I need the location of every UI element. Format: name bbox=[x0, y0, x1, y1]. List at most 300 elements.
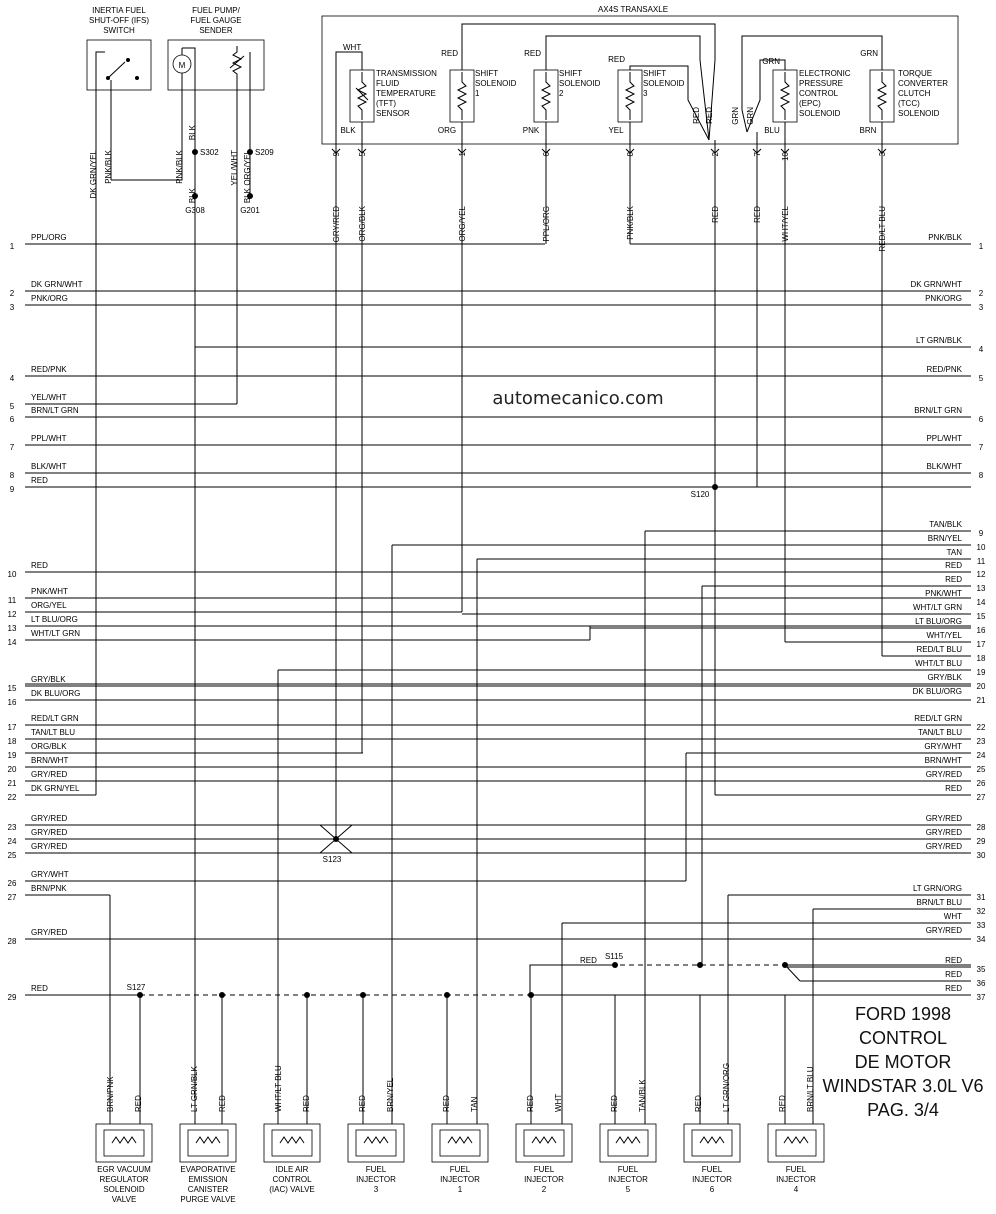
right-pin-number: 29 bbox=[976, 837, 986, 846]
pump-wire-color: BLK bbox=[188, 125, 197, 141]
left-pin-number: 14 bbox=[7, 638, 17, 647]
ss1-title: SOLENOID bbox=[475, 79, 517, 88]
right-wire-color: RED bbox=[945, 970, 962, 979]
transaxle-wire-color: ORG/YEL bbox=[458, 206, 467, 242]
ss2-title: 2 bbox=[559, 89, 564, 98]
component-name: INJECTOR bbox=[608, 1175, 648, 1184]
left-wire-color: WHT/LT GRN bbox=[31, 629, 81, 638]
transaxle-wire-color: RED/LT BLU bbox=[878, 206, 887, 252]
component-name: PURGE VALVE bbox=[180, 1195, 236, 1204]
right-pin-number: 23 bbox=[976, 737, 986, 746]
component-name: 5 bbox=[625, 1185, 631, 1194]
component-coil bbox=[364, 1137, 388, 1143]
component-name: CANISTER bbox=[187, 1185, 229, 1194]
right-wire-color: RED bbox=[945, 984, 962, 993]
component-connector bbox=[440, 1130, 480, 1156]
left-wire-color: RED bbox=[31, 984, 48, 993]
diagram-static-lines bbox=[25, 16, 971, 1162]
ifs-wire-color: PNK/BLK bbox=[104, 150, 113, 184]
right-pin-number: 8 bbox=[978, 471, 984, 480]
right-pin-number: 37 bbox=[976, 993, 986, 1002]
sender-wiper bbox=[230, 56, 244, 68]
ss1-title: 1 bbox=[475, 89, 480, 98]
splice-label: S302 bbox=[200, 148, 219, 157]
component-name: 3 bbox=[373, 1185, 379, 1194]
component-wire-right: RED bbox=[218, 1095, 227, 1112]
right-pin-number: 32 bbox=[976, 907, 986, 916]
right-pin-number: 14 bbox=[976, 598, 986, 607]
right-wire-color: TAN/BLK bbox=[929, 520, 962, 529]
component-name: INJECTOR bbox=[692, 1175, 732, 1184]
title-line: WINDSTAR 3.0L V6 bbox=[822, 1076, 984, 1096]
left-wire-color: YEL/WHT bbox=[31, 393, 67, 402]
component-name: FUEL bbox=[617, 1165, 639, 1174]
transaxle-pin-number: 5 bbox=[358, 152, 367, 157]
pump-ground-color: BLK bbox=[243, 188, 252, 204]
transaxle-wire-color: RED bbox=[753, 206, 762, 223]
left-pin-number: 25 bbox=[7, 851, 17, 860]
right-wire-color: BRN/YEL bbox=[927, 534, 962, 543]
right-wire-color: RED bbox=[945, 575, 962, 584]
shift-solenoid-2-coil bbox=[542, 72, 550, 120]
component-name: CONTROL bbox=[272, 1175, 312, 1184]
component-name: INJECTOR bbox=[524, 1175, 564, 1184]
left-pin-number: 17 bbox=[7, 723, 17, 732]
splice-label: S209 bbox=[255, 148, 274, 157]
component-output-color: BLU bbox=[764, 126, 780, 135]
transaxle-outline bbox=[322, 16, 958, 144]
left-pin-number: 3 bbox=[9, 303, 15, 312]
component-input-color: GRN bbox=[731, 107, 740, 125]
epc-title: PRESSURE bbox=[799, 79, 844, 88]
component-name: 4 bbox=[793, 1185, 799, 1194]
left-pin-number: 18 bbox=[7, 737, 17, 746]
epc-title: SOLENOID bbox=[799, 109, 841, 118]
component-wire-right: TAN bbox=[470, 1096, 479, 1112]
left-wire-color: BRN/LT GRN bbox=[31, 406, 79, 415]
component-name: 6 bbox=[709, 1185, 715, 1194]
component-wire-left: LT GRN/BLK bbox=[190, 1066, 199, 1112]
component-name: INJECTOR bbox=[440, 1175, 480, 1184]
left-wire-color: BRN/WHT bbox=[31, 756, 69, 765]
component-input-color: RED bbox=[692, 107, 701, 124]
left-pin-number: 22 bbox=[7, 793, 17, 802]
motor-symbol: M bbox=[178, 61, 186, 70]
fuel-pump-title: SENDER bbox=[199, 26, 233, 35]
right-pin-number: 15 bbox=[976, 612, 986, 621]
transaxle-wire-color: GRY/RED bbox=[332, 206, 341, 243]
component-name: (IAC) VALVE bbox=[269, 1185, 315, 1194]
left-pin-number: 5 bbox=[9, 402, 15, 411]
right-wire-color: TAN/LT BLU bbox=[917, 728, 962, 737]
left-wire-color: GRY/RED bbox=[31, 828, 68, 837]
component-wire-right: TAN/BLK bbox=[638, 1079, 647, 1112]
component-name: FUEL bbox=[365, 1165, 387, 1174]
component-wire-left: RED bbox=[610, 1095, 619, 1112]
component-wire-left: RED bbox=[694, 1095, 703, 1112]
transaxle-pin-number: 1 bbox=[458, 152, 467, 157]
ground-label: G201 bbox=[240, 206, 260, 215]
ifs-contact bbox=[96, 52, 105, 90]
left-wire-color: GRY/RED bbox=[31, 814, 68, 823]
right-pin-number: 22 bbox=[976, 723, 986, 732]
left-wire-color: RED bbox=[31, 561, 48, 570]
component-output-color: BRN bbox=[859, 126, 877, 135]
title-line: DE MOTOR bbox=[854, 1052, 952, 1072]
sender-resistor bbox=[233, 46, 241, 90]
right-wire-color: WHT/LT BLU bbox=[915, 659, 962, 668]
ifs-title: SHUT-OFF (IFS) bbox=[89, 16, 149, 25]
ifs-terminal bbox=[126, 58, 130, 62]
transaxle-wire-color: PPL/ORG bbox=[542, 206, 551, 242]
right-pin-number: 35 bbox=[976, 965, 986, 974]
component-wire-right: RED bbox=[302, 1095, 311, 1112]
right-pin-number: 18 bbox=[976, 654, 986, 663]
component-input-color: GRN bbox=[762, 57, 780, 66]
left-pin-number: 24 bbox=[7, 837, 17, 846]
right-wire-color: RED/LT BLU bbox=[916, 645, 962, 654]
component-wire-right: BRN/LT BLU bbox=[806, 1066, 815, 1112]
transaxle-pin-number: 2 bbox=[711, 152, 720, 157]
left-pin-number: 6 bbox=[9, 415, 15, 424]
ss2-title: SHIFT bbox=[559, 69, 583, 78]
left-pin-number: 8 bbox=[9, 471, 15, 480]
transaxle-pin-number: 10 bbox=[781, 152, 790, 161]
right-wire-color: LT GRN/BLK bbox=[916, 336, 962, 345]
right-wire-color: LT GRN/ORG bbox=[912, 884, 962, 893]
component-output-color: YEL bbox=[608, 126, 624, 135]
tft-title: (TFT) bbox=[376, 99, 396, 108]
right-pin-number: 11 bbox=[976, 557, 986, 566]
tft-title: FLUID bbox=[376, 79, 400, 88]
watermark: automecanico.com bbox=[492, 388, 664, 409]
right-wire-color: LT BLU/ORG bbox=[915, 617, 962, 626]
ifs-title: INERTIA FUEL bbox=[92, 6, 146, 15]
right-pin-number: 24 bbox=[976, 751, 986, 760]
component-wire-left: RED bbox=[442, 1095, 451, 1112]
left-wire-color: BRN/PNK bbox=[31, 884, 67, 893]
left-wire-color: PPL/ORG bbox=[31, 233, 67, 242]
component-coil bbox=[616, 1137, 640, 1143]
ss1-title: SHIFT bbox=[475, 69, 499, 78]
right-pin-number: 5 bbox=[978, 374, 984, 383]
right-pin-number: 6 bbox=[978, 415, 984, 424]
right-wire-color: RED bbox=[945, 784, 962, 793]
component-coil bbox=[784, 1137, 808, 1143]
pump-ground-color: BLK bbox=[188, 188, 197, 204]
component-wire-left: RED bbox=[358, 1095, 367, 1112]
left-wire-color: RED/PNK bbox=[31, 365, 67, 374]
right-pin-number: 27 bbox=[976, 793, 986, 802]
component-coil bbox=[532, 1137, 556, 1143]
component-name: INJECTOR bbox=[776, 1175, 816, 1184]
component-input-color: RED bbox=[524, 49, 541, 58]
right-pin-number: 30 bbox=[976, 851, 986, 860]
left-pin-number: 21 bbox=[7, 779, 17, 788]
right-pin-number: 7 bbox=[978, 443, 984, 452]
left-wire-color: LT BLU/ORG bbox=[31, 615, 78, 624]
transaxle-pin-number: 9 bbox=[332, 152, 341, 157]
right-wire-color: GRY/RED bbox=[925, 926, 962, 935]
component-name: 1 bbox=[457, 1185, 463, 1194]
epc-solenoid-coil bbox=[781, 72, 789, 120]
component-connector bbox=[776, 1130, 816, 1156]
right-pin-number: 26 bbox=[976, 779, 986, 788]
transaxle-wire-color: WHT/YEL bbox=[781, 206, 790, 242]
right-wire-color: BRN/LT BLU bbox=[916, 898, 962, 907]
component-coil bbox=[196, 1137, 220, 1143]
right-wire-color: GRY/BLK bbox=[927, 673, 962, 682]
right-wire-color: PNK/WHT bbox=[925, 589, 962, 598]
component-input-color: RED bbox=[441, 49, 458, 58]
left-pin-number: 29 bbox=[7, 993, 17, 1002]
right-wire-color: BRN/WHT bbox=[924, 756, 962, 765]
epc-title: CONTROL bbox=[799, 89, 839, 98]
component-name: REGULATOR bbox=[99, 1175, 149, 1184]
title-line: CONTROL bbox=[858, 1028, 948, 1048]
epc-title: (EPC) bbox=[799, 99, 821, 108]
transaxle-wire-color: PNK/BLK bbox=[626, 206, 635, 240]
left-wire-color: GRY/RED bbox=[31, 770, 68, 779]
component-name: SOLENOID bbox=[103, 1185, 145, 1194]
right-wire-color: PPL/WHT bbox=[926, 434, 962, 443]
component-input-color: GRN bbox=[746, 107, 755, 125]
tcc-title: SOLENOID bbox=[898, 109, 940, 118]
ground-label: G308 bbox=[185, 206, 205, 215]
right-wire-color: DK BLU/ORG bbox=[912, 687, 962, 696]
left-pin-number: 27 bbox=[7, 893, 17, 902]
left-pin-number: 10 bbox=[7, 570, 17, 579]
component-name: INJECTOR bbox=[356, 1175, 396, 1184]
tft-sensor-coil bbox=[358, 72, 366, 120]
left-wire-color: BLK/WHT bbox=[31, 462, 67, 471]
right-pin-number: 4 bbox=[978, 345, 984, 354]
diagram-labels bbox=[8, 5, 986, 1204]
left-pin-number: 28 bbox=[7, 937, 17, 946]
tcc-title: (TCC) bbox=[898, 99, 920, 108]
pump-wire-color: ORG/YEL bbox=[243, 150, 252, 186]
right-wire-color: GRY/WHT bbox=[924, 742, 962, 751]
component-wire-right: RED bbox=[134, 1095, 143, 1112]
fuel-pump-title: FUEL GAUGE bbox=[190, 16, 242, 25]
right-wire-color: GRY/RED bbox=[925, 770, 962, 779]
shift-solenoid-3-coil bbox=[626, 72, 634, 120]
component-wire-left: WHT/LT BLU bbox=[274, 1065, 283, 1112]
left-pin-number: 4 bbox=[9, 374, 15, 383]
component-input-color: GRN bbox=[860, 49, 878, 58]
right-pin-number: 1 bbox=[978, 242, 984, 251]
left-pin-number: 16 bbox=[7, 698, 17, 707]
ifs-pump-link bbox=[111, 90, 182, 180]
right-pin-number: 17 bbox=[976, 640, 986, 649]
left-wire-color: DK BLU/ORG bbox=[31, 689, 81, 698]
transaxle-pin-number: 6 bbox=[542, 152, 551, 157]
transaxle-pin-number: 3 bbox=[878, 152, 887, 157]
right-pin-number: 34 bbox=[976, 935, 986, 944]
tcc-title: TORQUE bbox=[898, 69, 933, 78]
left-wire-color: PNK/ORG bbox=[31, 294, 68, 303]
component-connector bbox=[188, 1130, 228, 1156]
component-output-color: BLK bbox=[340, 126, 356, 135]
transaxle-pin-number: 7 bbox=[753, 152, 762, 157]
component-input-color: WHT bbox=[343, 43, 362, 52]
left-pin-number: 20 bbox=[7, 765, 17, 774]
left-wire-color: RED/LT GRN bbox=[31, 714, 79, 723]
component-wire-right: LT GRN/ORG bbox=[722, 1062, 731, 1112]
component-connector bbox=[608, 1130, 648, 1156]
right-wire-color: WHT bbox=[943, 912, 962, 921]
component-connector bbox=[356, 1130, 396, 1156]
component-name: FUEL bbox=[449, 1165, 471, 1174]
ifs-switch-blade bbox=[108, 62, 125, 78]
left-wire-color: PNK/WHT bbox=[31, 587, 68, 596]
component-name: IDLE AIR bbox=[275, 1165, 309, 1174]
s115-link bbox=[530, 965, 615, 995]
left-wire-color: GRY/RED bbox=[31, 928, 68, 937]
left-pin-number: 7 bbox=[9, 443, 15, 452]
component-coil bbox=[112, 1137, 136, 1143]
component-name: EMISSION bbox=[188, 1175, 228, 1184]
tft-feed bbox=[336, 52, 362, 122]
component-name: FUEL bbox=[785, 1165, 807, 1174]
right-wire-color: RED/LT GRN bbox=[914, 714, 962, 723]
ifs-terminal bbox=[135, 76, 139, 80]
left-wire-color: TAN/LT BLU bbox=[31, 728, 76, 737]
left-pin-number: 19 bbox=[7, 751, 17, 760]
left-pin-number: 13 bbox=[7, 624, 17, 633]
component-name: VALVE bbox=[111, 1195, 137, 1204]
fuel-pump-title: FUEL PUMP/ bbox=[192, 6, 240, 15]
left-pin-number: 12 bbox=[7, 610, 17, 619]
epc-title: ELECTRONIC bbox=[799, 69, 851, 78]
left-wire-color: PPL/WHT bbox=[31, 434, 67, 443]
right-wire-color: BLK/WHT bbox=[926, 462, 962, 471]
tcc-solenoid-coil bbox=[878, 72, 886, 120]
ss3-title: SHIFT bbox=[643, 69, 667, 78]
ss3-title: 3 bbox=[643, 89, 648, 98]
transaxle-wire-color: RED bbox=[711, 206, 720, 223]
transaxle-wire-color: ORG/BLK bbox=[358, 206, 367, 242]
right-pin-number: 3 bbox=[978, 303, 984, 312]
right-pin-number: 9 bbox=[978, 529, 984, 538]
component-wire-left: RED bbox=[778, 1095, 787, 1112]
left-pin-number: 9 bbox=[9, 485, 15, 494]
right-wire-color: RED bbox=[945, 561, 962, 570]
right-pin-number: 31 bbox=[976, 893, 986, 902]
right-pin-number: 10 bbox=[976, 543, 986, 552]
right-wire-color: GRY/RED bbox=[925, 828, 962, 837]
component-connector bbox=[524, 1130, 564, 1156]
left-pin-number: 2 bbox=[9, 289, 15, 298]
tcc-title: CLUTCH bbox=[898, 89, 931, 98]
title-line: FORD 1998 bbox=[854, 1004, 952, 1024]
right-wire-color: RED bbox=[945, 956, 962, 965]
shift-solenoid-1-coil bbox=[458, 72, 466, 120]
component-input-color: RED bbox=[608, 55, 625, 64]
right-pin-number: 25 bbox=[976, 765, 986, 774]
component-connector bbox=[272, 1130, 312, 1156]
s123-label: S123 bbox=[322, 855, 342, 864]
right-wire-color: RED/PNK bbox=[926, 365, 962, 374]
right-pin-number: 16 bbox=[976, 626, 986, 635]
component-name: EGR VACUUM bbox=[97, 1165, 151, 1174]
right-wire-color: WHT/LT GRN bbox=[912, 603, 962, 612]
component-wire-left: BRN/PNK bbox=[106, 1076, 115, 1112]
right-pin-number: 2 bbox=[978, 289, 984, 298]
component-coil bbox=[280, 1137, 304, 1143]
left-wire-color: RED bbox=[31, 476, 48, 485]
right-pin-number: 13 bbox=[976, 584, 986, 593]
s115-wire-color: RED bbox=[580, 956, 597, 965]
component-wire-left: RED bbox=[526, 1095, 535, 1112]
right-wire-color: GRY/RED bbox=[925, 842, 962, 851]
right-wire-color: WHT/YEL bbox=[926, 631, 962, 640]
left-wire-color: DK GRN/YEL bbox=[31, 784, 80, 793]
component-output-color: PNK bbox=[522, 126, 540, 135]
s127-label: S127 bbox=[126, 983, 146, 992]
component-name: 2 bbox=[541, 1185, 547, 1194]
right-pin-number: 19 bbox=[976, 668, 986, 677]
tft-title: TRANSMISSION bbox=[376, 69, 437, 78]
left-pin-number: 15 bbox=[7, 684, 17, 693]
left-wire-color: GRY/WHT bbox=[31, 870, 69, 879]
ss2-title: SOLENOID bbox=[559, 79, 601, 88]
right-pin-number: 21 bbox=[976, 696, 986, 705]
ifs-title: SWITCH bbox=[103, 26, 135, 35]
transaxle-pin-number: 8 bbox=[626, 152, 635, 157]
ss3-title: SOLENOID bbox=[643, 79, 685, 88]
component-coil bbox=[700, 1137, 724, 1143]
ss2-feed bbox=[546, 36, 709, 140]
component-connector bbox=[692, 1130, 732, 1156]
right-wire-color: TAN bbox=[946, 548, 962, 557]
right-wire-color: BRN/LT GRN bbox=[914, 406, 962, 415]
left-wire-color: ORG/BLK bbox=[31, 742, 67, 751]
component-name: EVAPORATIVE bbox=[180, 1165, 236, 1174]
ifs-wire-color: DK GRN/YEL bbox=[89, 150, 98, 199]
s115-label: S115 bbox=[604, 952, 624, 961]
left-wire-color: GRY/BLK bbox=[31, 675, 66, 684]
right-pin-number: 28 bbox=[976, 823, 986, 832]
left-pin-number: 1 bbox=[9, 242, 15, 251]
component-name: FUEL bbox=[701, 1165, 723, 1174]
right-pin-number: 33 bbox=[976, 921, 986, 930]
pump-wire-color: PNK/BLK bbox=[175, 150, 184, 184]
ifs-switch-outline bbox=[87, 40, 151, 90]
right-pin-number: 20 bbox=[976, 682, 986, 691]
component-coil bbox=[448, 1137, 472, 1143]
right-wire-color: GRY/RED bbox=[925, 814, 962, 823]
component-name: FUEL bbox=[533, 1165, 555, 1174]
right-wire-color: PNK/BLK bbox=[928, 233, 962, 242]
pump-wire-color: YEL/WHT bbox=[230, 150, 239, 186]
left-wire-color: ORG/YEL bbox=[31, 601, 67, 610]
s120-label: S120 bbox=[690, 490, 710, 499]
transaxle-title: AX4S TRANSAXLE bbox=[597, 5, 669, 14]
left-pin-number: 26 bbox=[7, 879, 17, 888]
component-wire-right: BRN/YEL bbox=[386, 1077, 395, 1112]
right-wire-color: DK GRN/WHT bbox=[910, 280, 962, 289]
left-pin-number: 11 bbox=[7, 596, 17, 605]
right-pin-number: 36 bbox=[976, 979, 986, 988]
right-pin-number: 12 bbox=[976, 570, 986, 579]
title-line: PAG. 3/4 bbox=[867, 1100, 939, 1120]
component-input-color: RED bbox=[705, 107, 714, 124]
component-connector bbox=[104, 1130, 144, 1156]
component-wire-right: WHT bbox=[554, 1093, 563, 1112]
tcc-title: CONVERTER bbox=[898, 79, 949, 88]
right-wire-color: PNK/ORG bbox=[925, 294, 962, 303]
